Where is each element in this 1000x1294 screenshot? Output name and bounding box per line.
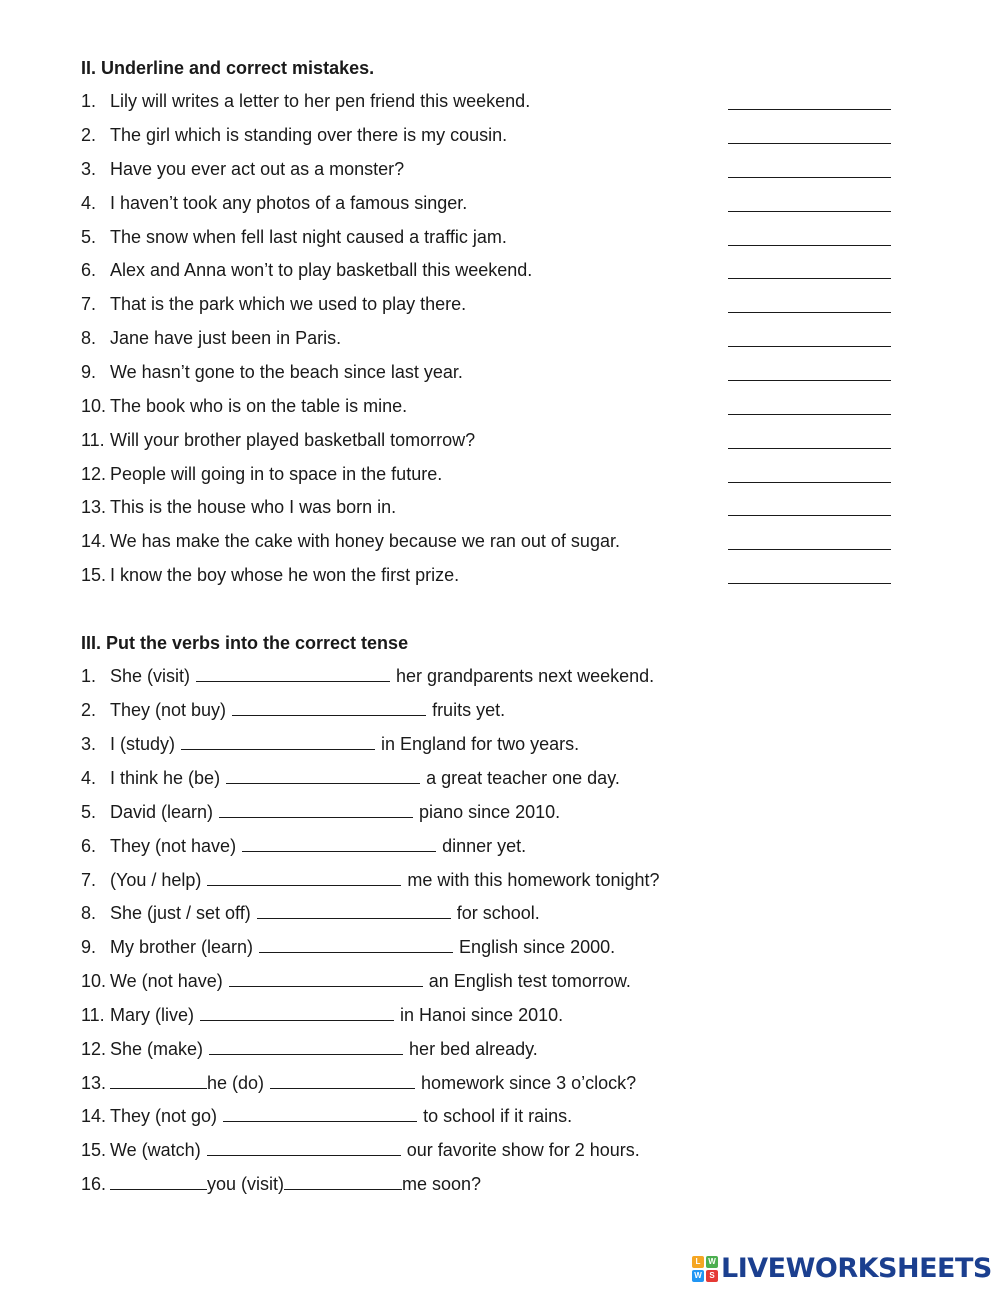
item-number: 11.: [81, 1005, 105, 1025]
answer-blank[interactable]: [209, 1037, 403, 1055]
verb-prompt: She (just / set off): [110, 903, 251, 923]
answer-blank[interactable]: [728, 414, 891, 415]
liveworksheets-logo: [692, 1253, 992, 1285]
item-number: 9.: [81, 362, 97, 382]
answer-blank[interactable]: [110, 1071, 207, 1089]
sentence-end: piano since 2010.: [419, 802, 561, 822]
sentence-end: me soon?: [402, 1174, 482, 1194]
item-number: 13.: [81, 1073, 107, 1093]
answer-blank[interactable]: [181, 732, 375, 750]
item-number: 16.: [81, 1174, 107, 1194]
sentence-end: a great teacher one day.: [426, 768, 620, 788]
answer-blank[interactable]: [223, 1104, 417, 1122]
logo-mark-icon: [692, 1256, 718, 1282]
section-two-heading: II. Underline and correct mistakes.: [81, 58, 375, 78]
answer-blank[interactable]: [226, 766, 420, 784]
item-number: 12.: [81, 1039, 107, 1059]
item-number: 1.: [81, 666, 97, 686]
item-sentence: Jane have just been in Paris.: [110, 328, 342, 348]
answer-blank[interactable]: [728, 583, 891, 584]
item-sentence: This is the house who I was born in.: [110, 497, 397, 517]
verb-prompt: She (visit): [110, 666, 191, 686]
sentence-end: English since 2000.: [459, 937, 616, 957]
item-sentence: [110, 1037, 538, 1061]
item-sentence: [110, 868, 660, 892]
item-sentence: [110, 1003, 563, 1027]
answer-blank[interactable]: [257, 901, 451, 919]
item-number: 6.: [81, 836, 97, 856]
sentence-end: homework since 3 o’clock?: [421, 1073, 637, 1093]
sentence-end: in England for two years.: [381, 734, 580, 754]
verb-prompt: Mary (live): [110, 1005, 194, 1025]
logo-mark-tile: W: [692, 1270, 704, 1282]
item-sentence: [110, 935, 615, 959]
verb-prompt: My brother (learn): [110, 937, 254, 957]
sentence-end: her grandparents next weekend.: [396, 666, 655, 686]
verb-prompt: They (not buy): [110, 700, 227, 720]
item-number: 14.: [81, 1106, 107, 1126]
item-sentence: [110, 969, 631, 993]
answer-blank[interactable]: [728, 177, 891, 178]
item-number: 3.: [81, 734, 97, 754]
sentence-end: for school.: [456, 903, 540, 923]
answer-blank[interactable]: [270, 1071, 415, 1089]
item-sentence: [110, 766, 620, 790]
item-number: 7.: [81, 294, 97, 314]
item-number: 15.: [81, 565, 107, 585]
verb-prompt: They (not go): [110, 1106, 218, 1126]
item-sentence: [110, 1172, 481, 1196]
verb-prompt: David (learn): [110, 802, 214, 822]
answer-blank[interactable]: [728, 346, 891, 347]
sentence-end: me with this homework tonight?: [407, 870, 660, 890]
answer-blank[interactable]: [728, 380, 891, 381]
verb-prompt: I think he (be): [110, 768, 221, 788]
item-sentence: I haven’t took any photos of a famous singer.: [110, 193, 468, 213]
answer-blank[interactable]: [232, 698, 426, 716]
answer-blank[interactable]: [728, 278, 891, 279]
sentence-end: dinner yet.: [442, 836, 527, 856]
item-number: 11.: [81, 430, 105, 450]
verb-prompt: We (not have): [110, 971, 223, 991]
sentence-end: our favorite show for 2 hours.: [406, 1140, 640, 1160]
item-number: 8.: [81, 328, 97, 348]
answer-blank[interactable]: [284, 1172, 402, 1190]
item-sentence: [110, 800, 560, 824]
answer-blank[interactable]: [728, 549, 891, 550]
item-sentence: Will your brother played basketball tomorrow?: [110, 430, 476, 450]
item-sentence: [110, 1138, 640, 1162]
section-three-heading: III. Put the verbs into the correct tense: [81, 633, 409, 653]
item-number: 2.: [81, 700, 97, 720]
item-sentence: The snow when fell last night caused a traffic jam.: [110, 227, 507, 247]
verb-prompt: They (not have): [110, 836, 237, 856]
item-number: 10.: [81, 971, 107, 991]
answer-blank[interactable]: [728, 143, 891, 144]
verb-prompt: We (watch): [110, 1140, 201, 1160]
answer-blank[interactable]: [196, 664, 390, 682]
sentence-end: to school if it rains.: [423, 1106, 573, 1126]
answer-blank[interactable]: [200, 1003, 394, 1021]
answer-blank[interactable]: [219, 800, 413, 818]
item-number: 2.: [81, 125, 97, 145]
answer-blank[interactable]: [728, 211, 891, 212]
item-sentence: Have you ever act out as a monster?: [110, 159, 405, 179]
answer-blank[interactable]: [242, 834, 436, 852]
item-number: 4.: [81, 768, 97, 788]
item-number: 4.: [81, 193, 97, 213]
item-sentence: [110, 1104, 572, 1128]
item-number: 7.: [81, 870, 97, 890]
logo-mark-tile: S: [706, 1270, 718, 1282]
item-number: 12.: [81, 464, 107, 484]
answer-blank[interactable]: [728, 312, 891, 313]
item-sentence: We has make the cake with honey because we ran out of sugar.: [110, 531, 620, 551]
sentence-end: an English test tomorrow.: [428, 971, 631, 991]
item-number: 15.: [81, 1140, 107, 1160]
item-sentence: The girl which is standing over there is my cousin.: [110, 125, 508, 145]
item-number: 9.: [81, 937, 97, 957]
item-number: 3.: [81, 159, 97, 179]
answer-blank[interactable]: [728, 245, 891, 246]
verb-prompt: he (do): [207, 1073, 265, 1093]
logo-mark-tile: W: [706, 1256, 718, 1268]
item-sentence: Alex and Anna won’t to play basketball this weekend.: [110, 260, 533, 280]
item-number: 1.: [81, 91, 97, 111]
item-sentence: That is the park which we used to play there.: [110, 294, 467, 314]
answer-blank[interactable]: [110, 1172, 207, 1190]
item-number: 6.: [81, 260, 97, 280]
item-sentence: People will going in to space in the future.: [110, 464, 443, 484]
verb-prompt: She (make): [110, 1039, 204, 1059]
item-sentence: Lily will writes a letter to her pen friend this weekend.: [110, 91, 531, 111]
item-number: 8.: [81, 903, 97, 923]
answer-blank[interactable]: [728, 515, 891, 516]
answer-blank[interactable]: [728, 482, 891, 483]
item-sentence: [110, 732, 579, 756]
item-sentence: [110, 834, 526, 858]
item-sentence: We hasn’t gone to the beach since last year.: [110, 362, 463, 382]
item-sentence: [110, 698, 505, 722]
item-sentence: The book who is on the table is mine.: [110, 396, 408, 416]
logo-mark-tile: L: [692, 1256, 704, 1268]
verb-prompt: I (study): [110, 734, 176, 754]
item-number: 5.: [81, 227, 97, 247]
item-sentence: [110, 1071, 636, 1095]
answer-blank[interactable]: [229, 969, 423, 987]
item-number: 13.: [81, 497, 107, 517]
answer-blank[interactable]: [728, 109, 891, 110]
verb-prompt: (You / help): [110, 870, 202, 890]
sentence-end: fruits yet.: [432, 700, 506, 720]
logo-text: LIVEWORKSHEETS: [721, 1253, 992, 1284]
answer-blank[interactable]: [207, 868, 401, 886]
sentence-end: in Hanoi since 2010.: [400, 1005, 564, 1025]
answer-blank[interactable]: [207, 1138, 401, 1156]
item-sentence: [110, 664, 654, 688]
item-number: 5.: [81, 802, 97, 822]
answer-blank[interactable]: [259, 935, 453, 953]
item-number: 14.: [81, 531, 107, 551]
item-number: 10.: [81, 396, 107, 416]
verb-prompt: you (visit): [207, 1174, 285, 1194]
sentence-end: her bed already.: [409, 1039, 538, 1059]
item-sentence: I know the boy whose he won the first prize.: [110, 565, 460, 585]
item-sentence: [110, 901, 540, 925]
answer-blank[interactable]: [728, 448, 891, 449]
